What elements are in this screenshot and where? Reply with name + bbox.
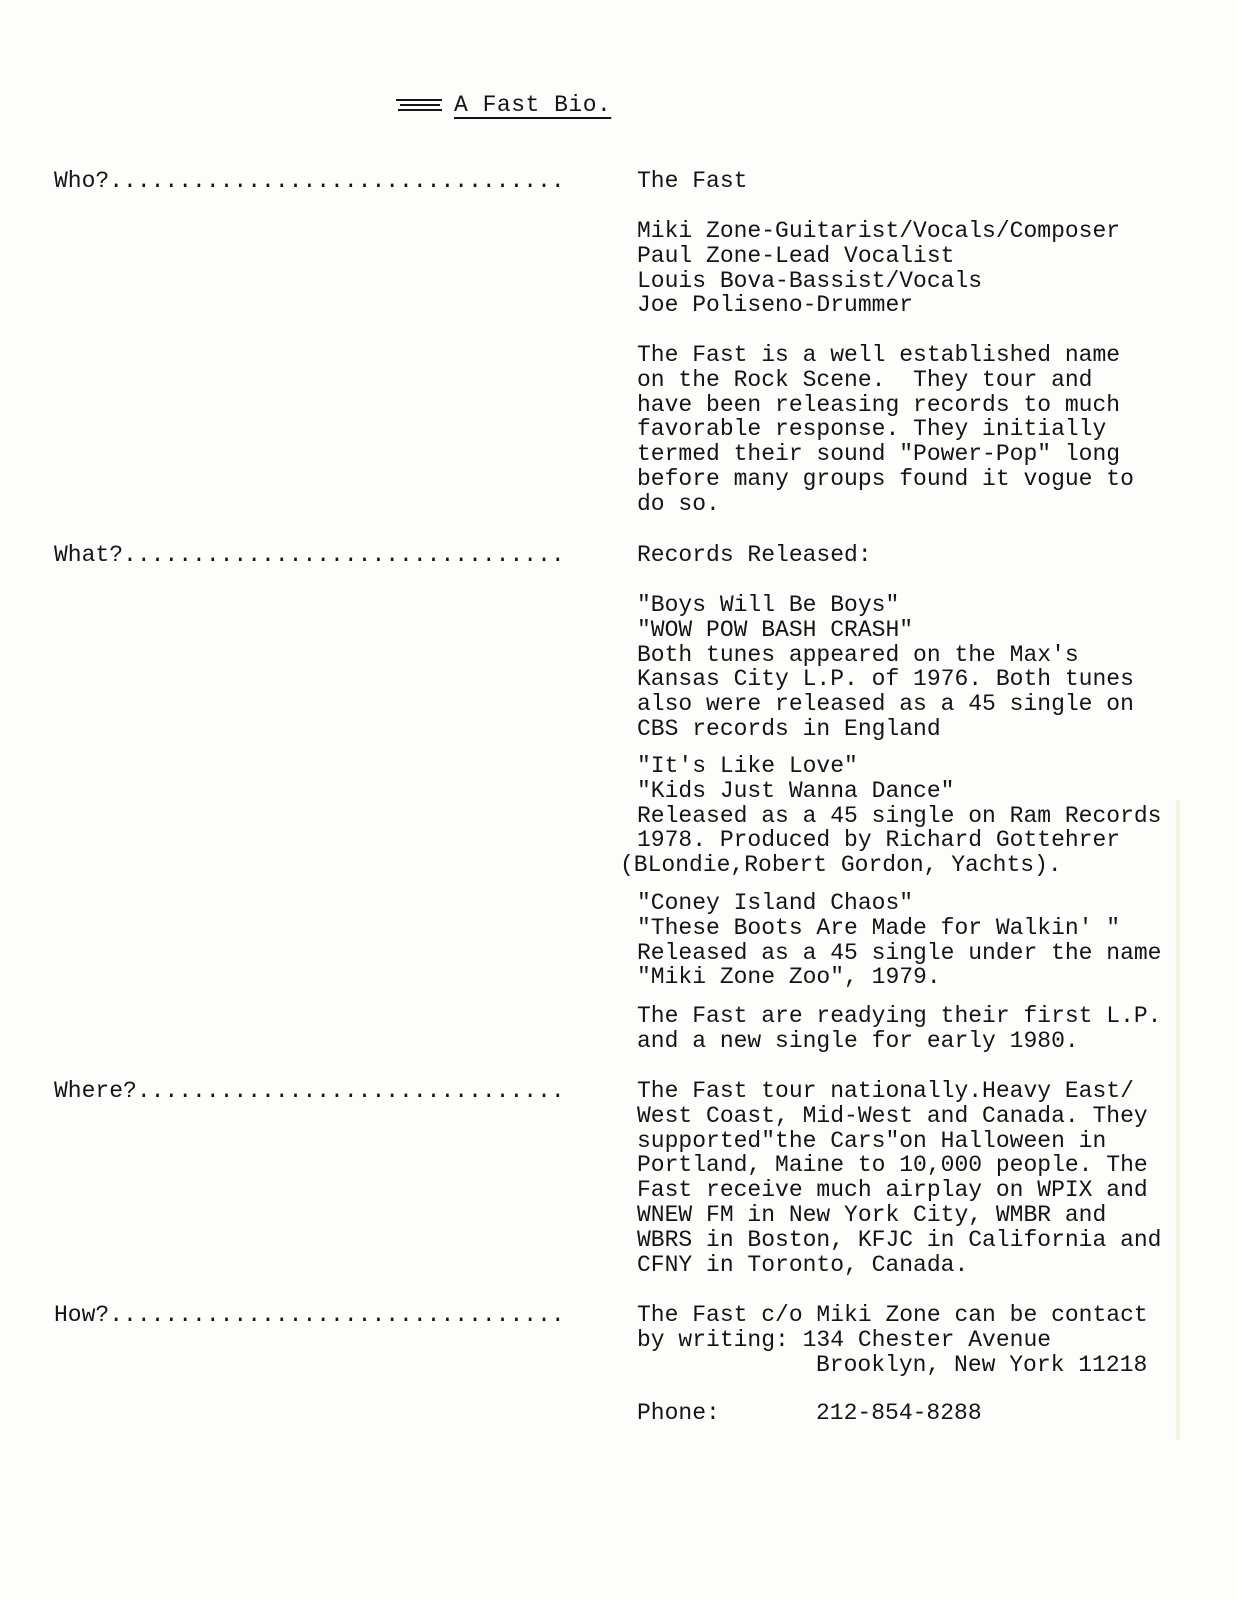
phone-number: 212-854-8288	[816, 1400, 982, 1426]
triple-dash-icon	[396, 98, 446, 112]
where-line: CFNY in Toronto, Canada.	[637, 1251, 969, 1278]
what-heading: Records Released:	[637, 542, 872, 568]
where-line: supported"the Cars"on Halloween in	[637, 1127, 1107, 1154]
contact-line: by writing: 134 Chester Avenue	[637, 1326, 1052, 1353]
record-line: Kansas City L.P. of 1976. Both tunes	[637, 666, 1134, 693]
member-line: Louis Bova-Bassist/Vocals	[637, 267, 983, 294]
upcoming-release	[637, 1004, 1227, 1054]
record-line: "It's Like Love"	[637, 753, 858, 779]
description-line: favorable response. They initially	[637, 416, 1107, 443]
record-line: (BLondie,Robert Gordon, Yachts).	[620, 852, 1062, 879]
record-line: "Kids Just Wanna Dance"	[637, 777, 955, 804]
description-line: have been releasing records to much	[637, 391, 1121, 418]
who-description	[637, 343, 1227, 517]
phone-label: Phone:	[637, 1400, 720, 1426]
how-label: How?.................................	[54, 1303, 565, 1328]
description-line: on the Rock Scene. They tour and	[637, 366, 1093, 393]
record-block-1	[637, 593, 1227, 742]
title-text: A Fast Bio.	[454, 92, 612, 118]
description-line: before many groups found it vogue to	[637, 465, 1134, 492]
record-block-2	[620, 753, 1227, 879]
record-line: "Miki Zone Zoo", 1979.	[637, 964, 941, 991]
where-content	[637, 1079, 1227, 1277]
record-line: "Coney Island Chaos"	[637, 890, 914, 916]
member-line: Joe Poliseno-Drummer	[637, 292, 914, 319]
where-line: Portland, Maine to 10,000 people. The	[637, 1152, 1148, 1179]
record-line: CBS records in England	[637, 715, 941, 742]
phone-row	[637, 1400, 982, 1426]
contact-line: The Fast c/o Miki Zone can be contact	[637, 1302, 1148, 1328]
who-heading: The Fast	[637, 168, 748, 194]
record-line: Released as a 45 single under the name	[637, 939, 1162, 966]
where-line: WBRS in Boston, KFJC in California and	[637, 1226, 1162, 1253]
upcoming-line: and a new single for early 1980.	[637, 1027, 1079, 1054]
where-line: Fast receive much airplay on WPIX and	[637, 1177, 1148, 1204]
where-line: West Coast, Mid-West and Canada. They	[637, 1102, 1148, 1129]
description-line: do so.	[637, 490, 720, 517]
what-label: What?................................	[54, 543, 565, 568]
record-line: also were released as a 45 single on	[637, 691, 1134, 718]
where-label: Where?...............................	[54, 1079, 565, 1104]
record-block-3	[637, 891, 1227, 990]
where-line: WNEW FM in New York City, WMBR and	[637, 1201, 1107, 1228]
address-line: Brooklyn, New York 11218	[816, 1351, 1148, 1378]
document-title	[396, 92, 611, 118]
where-line: The Fast tour nationally.Heavy East/	[637, 1078, 1134, 1104]
paper-edge-shading	[1175, 800, 1181, 1440]
record-line: Released as a 45 single on Ram Records	[637, 802, 1162, 829]
member-line: Miki Zone-Guitarist/Vocals/Composer	[637, 218, 1121, 244]
upcoming-line: The Fast are readying their first L.P.	[637, 1003, 1162, 1029]
record-line: "Boys Will Be Boys"	[637, 592, 900, 618]
who-members	[637, 219, 1227, 318]
description-line: The Fast is a well established name	[637, 342, 1121, 368]
record-line: "WOW POW BASH CRASH"	[637, 616, 914, 643]
description-line: termed their sound "Power-Pop" long	[637, 441, 1121, 468]
record-line: "These Boots Are Made for Walkin' "	[637, 914, 1121, 941]
who-label: Who?.................................	[54, 169, 565, 194]
member-line: Paul Zone-Lead Vocalist	[637, 242, 955, 269]
how-content	[637, 1303, 1227, 1377]
record-line: 1978. Produced by Richard Gottehrer	[637, 827, 1121, 854]
record-line: Both tunes appeared on the Max's	[637, 641, 1079, 668]
